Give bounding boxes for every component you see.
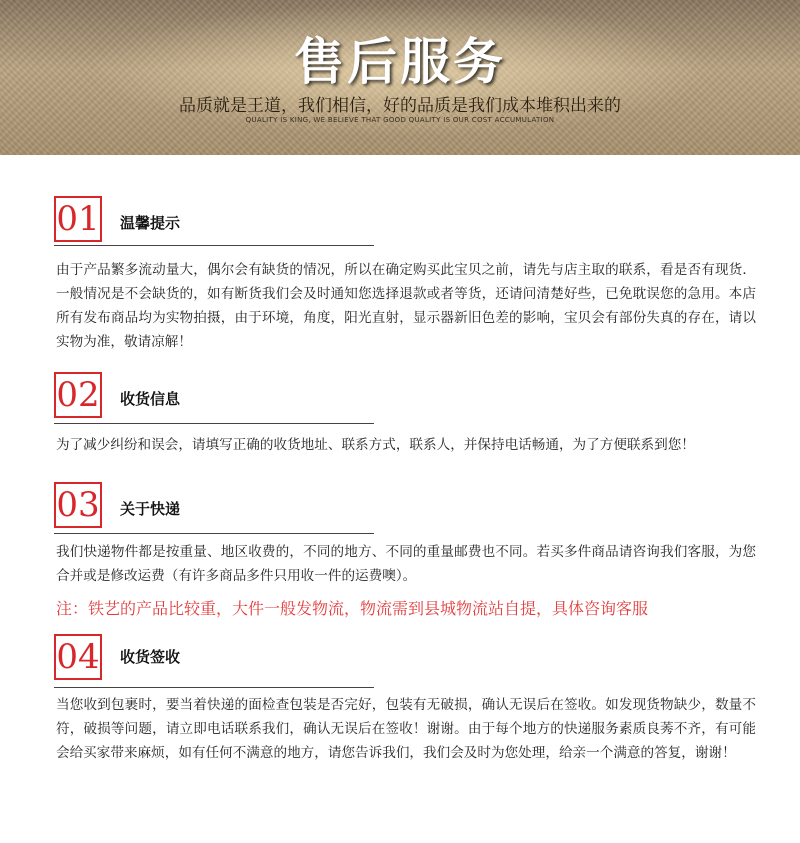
banner-subtitle-en: QUALITY IS KING, WE BELIEVE THAT GOOD QUALITY IS OUR COST ACCUMULATION	[245, 116, 555, 124]
section-title-receiving-info: 收货信息	[120, 390, 181, 408]
page-title: 售后服务	[294, 33, 506, 91]
section-number-04: 04	[54, 634, 102, 680]
header-banner	[0, 0, 800, 155]
section-divider	[54, 245, 374, 246]
section-title-signing: 收货签收	[120, 648, 181, 666]
section-number-02: 02	[54, 372, 102, 418]
section-text-tips: 由于产品繁多流动量大，偶尔会有缺货的情况，所以在确定购买此宝贝之前，请先与店主取的联系，看是否有现货．一般情况是不会缺货的，如有断货我们会及时通知您选择退款或者等货，还请问清楚好些，已免耽误您的急用。本店所有发布商品均为实物拍摄，由于环境，角度，阳光直射，显示器新旧色差的影响，宝贝会有部份失真的存在，请以实物为准，敬请凉解！	[56, 262, 756, 350]
section-divider	[54, 533, 374, 534]
section-title-tips: 温馨提示	[120, 214, 181, 232]
section-number-01: 01	[54, 196, 102, 242]
banner-subtitle: 品质就是王道，我们相信，好的品质是我们成本堆积出来的	[179, 96, 621, 116]
section-text-shipping: 我们快递物件都是按重量、地区收费的，不同的地方、不同的重量邮费也不同。若买多件商品请咨询我们客服，为您合并或是修改运费（有许多商品多件只用收一件的运费噢）。	[56, 544, 756, 584]
section-divider	[54, 423, 374, 424]
shipping-note: 注：铁艺的产品比较重，大件一般发物流，物流需到县城物流站自提，具体咨询客服	[56, 599, 649, 618]
section-number-03: 03	[54, 482, 102, 528]
section-text-signing: 当您收到包裹时，要当着快递的面检查包装是否完好，包装有无破损，确认无误后在签收。如发现货物缺少，数量不符，破损等问题，请立即电话联系我们，确认无误后在签收！谢谢。由于每个地方的快递服务素质良莠不齐，有可能会给买家带来麻烦，如有任何不满意的地方，请您告诉我们，我们会及时为您处理，给亲一个满意的答复，谢谢！	[56, 697, 756, 761]
section-text-receiving-info: 为了减少纠纷和误会，请填写正确的收货地址、联系方式，联系人，并保持电话畅通，为了方便联系到您！	[56, 437, 695, 453]
section-divider	[54, 687, 374, 688]
section-title-shipping: 关于快递	[120, 500, 181, 518]
